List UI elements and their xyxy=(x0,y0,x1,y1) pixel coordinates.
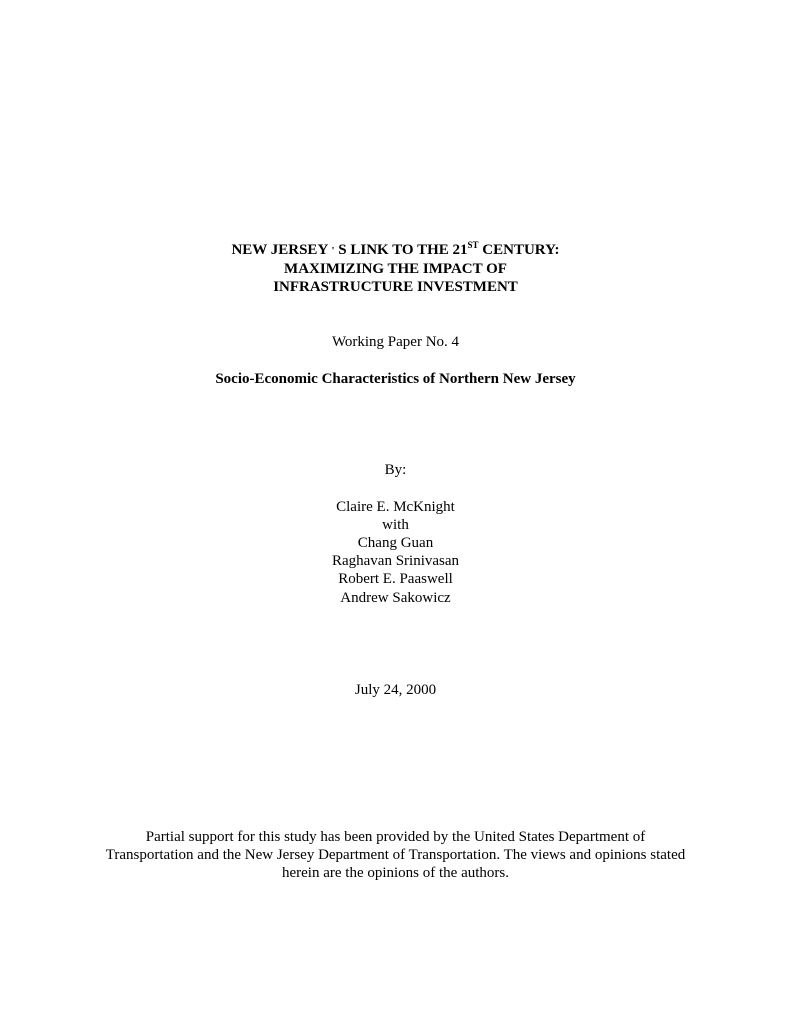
title-part-1: NEW JERSEY xyxy=(231,242,328,258)
author-5: Andrew Sakowicz xyxy=(340,590,451,606)
title-superscript: ST xyxy=(467,240,479,250)
author-2: Chang Guan xyxy=(357,535,434,551)
title-apostrophe: ' xyxy=(331,245,335,257)
author-with: with xyxy=(382,517,409,533)
title-line-2: MAXIMIZING THE IMPACT OF xyxy=(284,261,507,277)
acknowledgement-line-3: herein are the opinions of the authors. xyxy=(281,865,509,881)
author-3: Raghavan Srinivasan xyxy=(331,553,460,569)
title-line-1 xyxy=(0,241,791,260)
author-primary: Claire E. McKnight xyxy=(336,499,455,515)
author-4: Robert E. Paaswell xyxy=(338,571,453,587)
title-line-3: INFRASTRUCTURE INVESTMENT xyxy=(273,279,518,295)
date: July 24, 2000 xyxy=(354,682,437,698)
acknowledgement-line-1: Partial support for this study has been provided by the United States Department of xyxy=(145,829,646,845)
by-label: By: xyxy=(384,462,407,478)
subtitle: Socio-Economic Characteristics of Northern New Jersey xyxy=(215,371,576,387)
acknowledgement-line-2: Transportation and the New Jersey Department of Transportation. The views and opinions stated xyxy=(105,847,686,863)
title-part-2: S LINK TO THE 21 xyxy=(338,242,468,258)
title-part-3: CENTURY: xyxy=(478,242,560,258)
working-paper-number: Working Paper No. 4 xyxy=(331,334,460,350)
